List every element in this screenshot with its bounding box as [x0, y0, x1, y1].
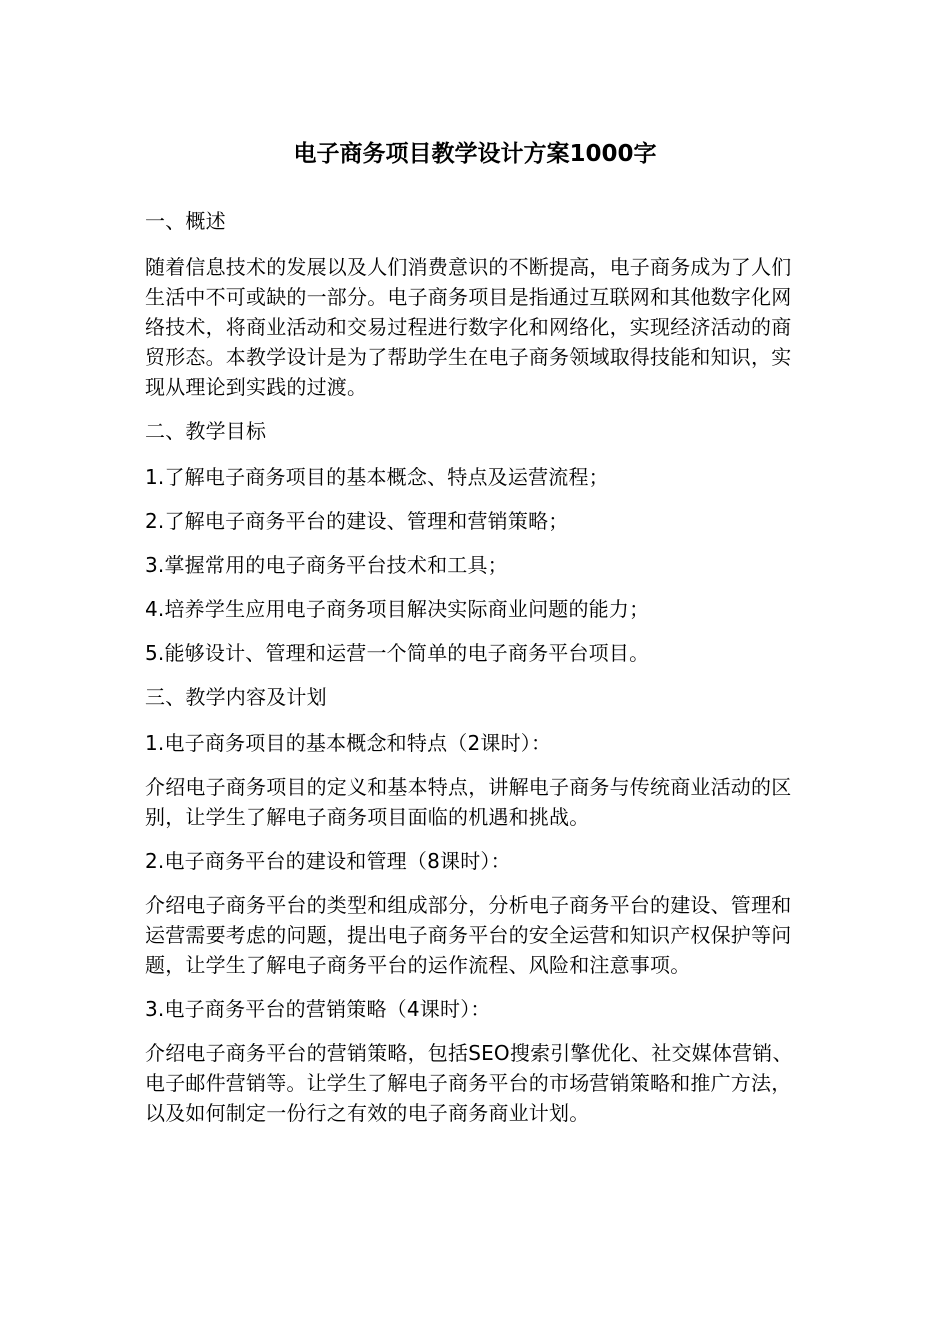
objective-item-5: 5.能够设计、管理和运营一个简单的电子商务平台项目。	[145, 641, 650, 665]
plan-item-3-description: 介绍电子商务平台的营销策略，包括SEO搜索引擎优化、社交媒体营销、电子邮件营销等。让学生了解电子商务平台的市场营销策略和推广方法，以及如何制定一份行之有效的电子商务商业计划。	[145, 1041, 793, 1125]
plan-item-1-description: 介绍电子商务项目的定义和基本特点，讲解电子商务与传统商业活动的区别，让学生了解电子商务项目面临的机遇和挑战。	[145, 775, 792, 829]
objective-item-2: 2.了解电子商务平台的建设、管理和营销策略；	[145, 509, 569, 533]
plan-item-2-heading: 2.电子商务平台的建设和管理（8课时）：	[145, 849, 511, 873]
plan-item-1-heading: 1.电子商务项目的基本概念和特点（2课时）：	[145, 731, 552, 755]
objective-item-4: 4.培养学生应用电子商务项目解决实际商业问题的能力；	[145, 597, 650, 621]
section-heading-content-plan: 三、教学内容及计划	[145, 685, 327, 709]
section-heading-objectives: 二、教学目标	[145, 419, 267, 443]
document-body	[145, 206, 810, 1142]
document-title: 电子商务项目教学设计方案1000字	[293, 141, 657, 167]
section-heading-overview: 一、概述	[145, 209, 226, 233]
objective-item-1: 1.了解电子商务项目的基本概念、特点及运营流程；	[145, 465, 609, 489]
objective-item-3: 3.掌握常用的电子商务平台技术和工具；	[145, 553, 508, 577]
plan-item-2-description: 介绍电子商务平台的类型和组成部分，分析电子商务平台的建设、管理和运营需要考虑的问题，提出电子商务平台的安全运营和知识产权保护等问题，让学生了解电子商务平台的运作流程、风险和注意事项。	[145, 893, 792, 977]
paragraph-overview: 随着信息技术的发展以及人们消费意识的不断提高，电子商务成为了人们生活中不可或缺的一部分。电子商务项目是指通过互联网和其他数字化网络技术，将商业活动和交易过程进行数字化和网络化，实现经济活动的商贸形态。本教学设计是为了帮助学生在电子商务领域取得技能和知识，实现从理论到实践的过渡。	[145, 255, 792, 399]
plan-item-3-heading: 3.电子商务平台的营销策略（4课时）：	[145, 997, 491, 1021]
